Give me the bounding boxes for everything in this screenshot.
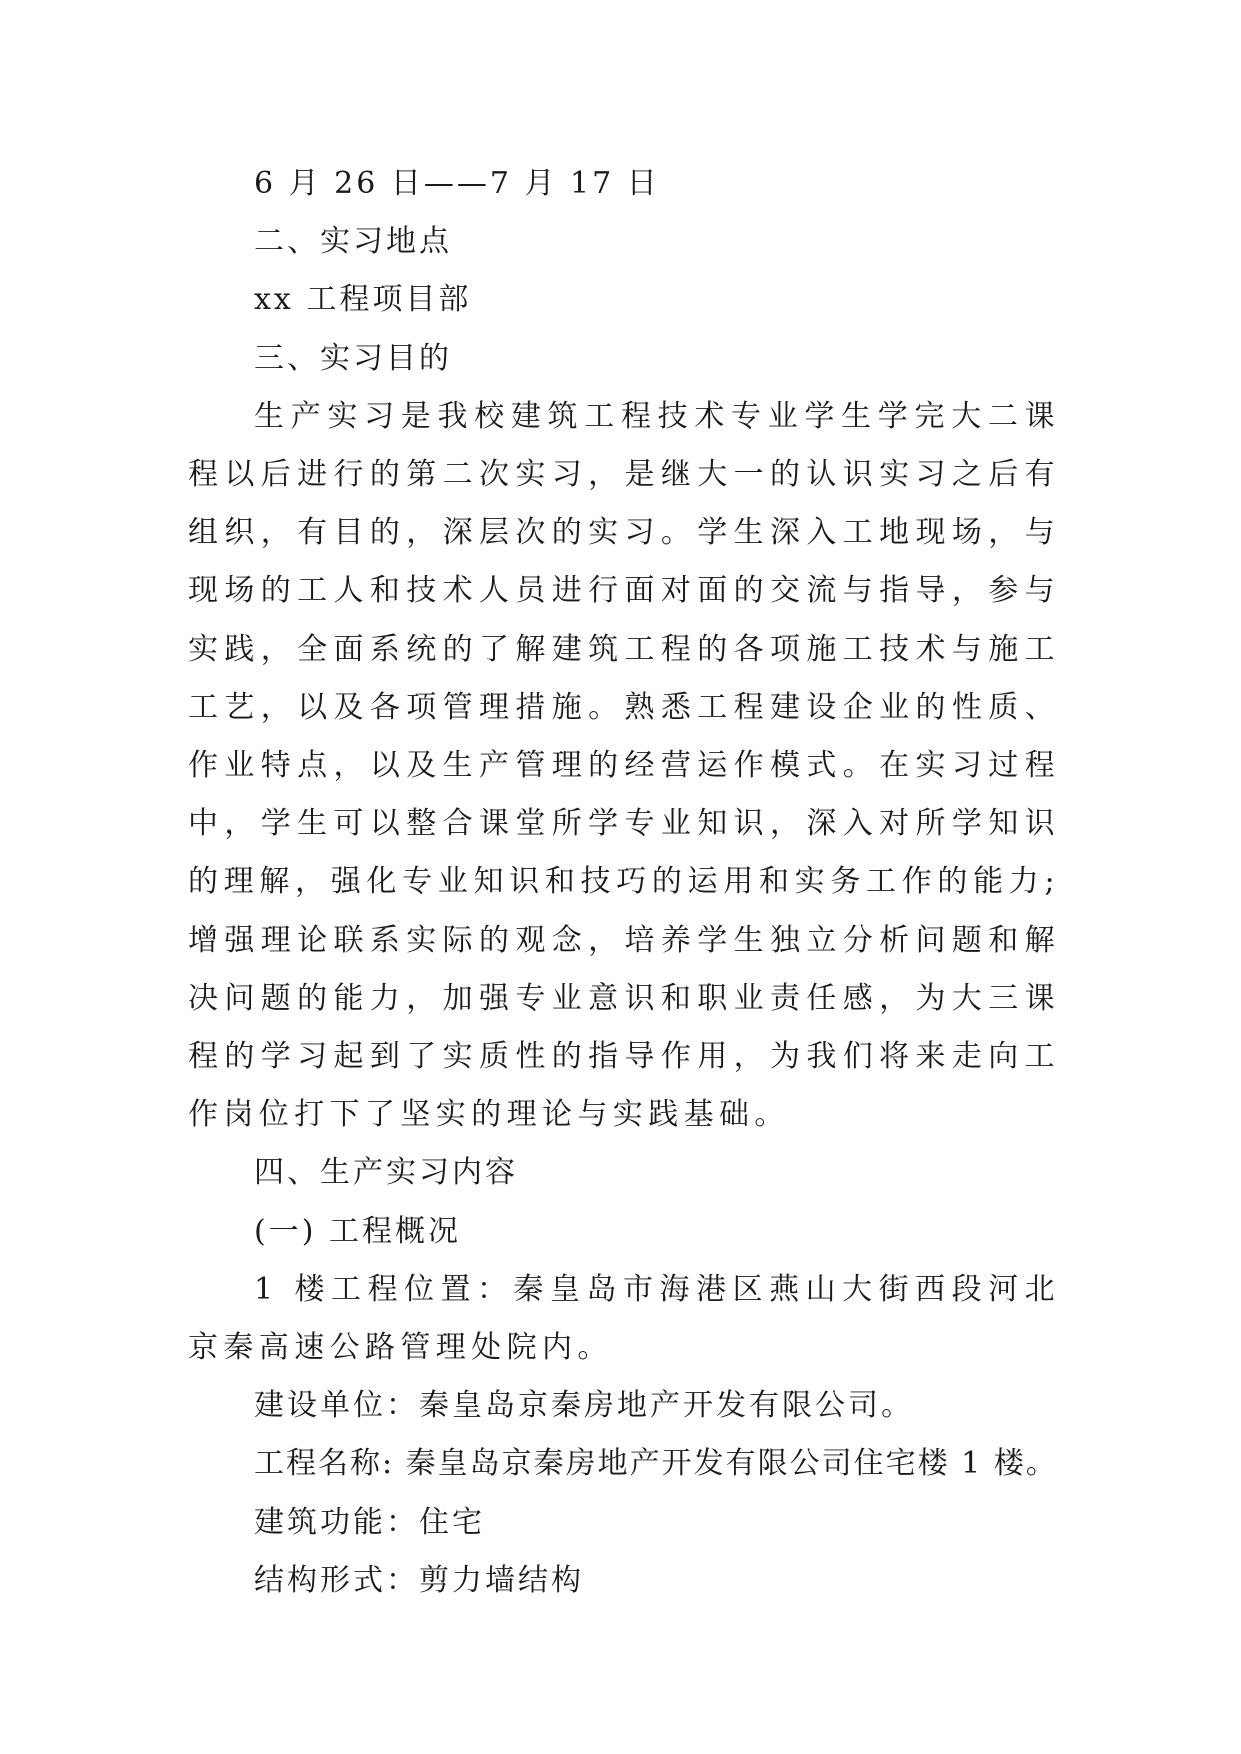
builder-line: 建设单位：秦皇岛京秦房地产开发有限公司。 xyxy=(254,1388,914,1424)
purpose-paragraph: 生产实习是我校建筑工程技术专业学生学完大二课程以后进行的第二次实习，是继大一的认识实习之后有组织，有目的，深层次的实习。学生深入工地现场，与现场的工人和技术人员进行面对面的交流与指导，参与实践，全面系统的了解建筑工程的各项施工技术与施工工艺，以及各项管理措施。熟悉工程建设企业的性质、作业特点，以及生产管理的经营运作模式。在实习过程中，学生可以整合课堂所学专业知识，深入对所学知识的理解，强化专业知识和技巧的运用和实务工作的能力;增强理论联系实际的观念，培养学生独立分析问题和解决问题的能力，加强专业意识和职业责任感，为大三课程的学习起到了实质性的指导作用，为我们将来走向工作岗位打下了坚实的理论与实践基础。 xyxy=(188,398,1060,1133)
section-heading-content: 四、生产实习内容 xyxy=(254,1155,518,1191)
structure-type-line: 结构形式：剪力墙结构 xyxy=(254,1562,584,1598)
section-heading-purpose: 三、实习目的 xyxy=(254,340,452,376)
project-name-line: 工程名称: 秦皇岛京秦房地产开发有限公司住宅楼 1 楼。 xyxy=(254,1446,1058,1482)
building-function-line: 建筑功能：住宅 xyxy=(254,1504,485,1540)
location-value: xx 工程项目部 xyxy=(254,282,472,318)
project-location-paragraph: 1 楼工程位置：秦皇岛市海港区燕山大街西段河北京秦高速公路管理处院内。 xyxy=(188,1271,1060,1366)
document-body xyxy=(188,155,1060,1610)
subsection-heading-overview: (一) 工程概况 xyxy=(254,1213,461,1249)
date-range: 6 月 26 日——7 月 17 日 xyxy=(254,166,660,201)
section-heading-location: 二、实习地点 xyxy=(254,224,452,260)
